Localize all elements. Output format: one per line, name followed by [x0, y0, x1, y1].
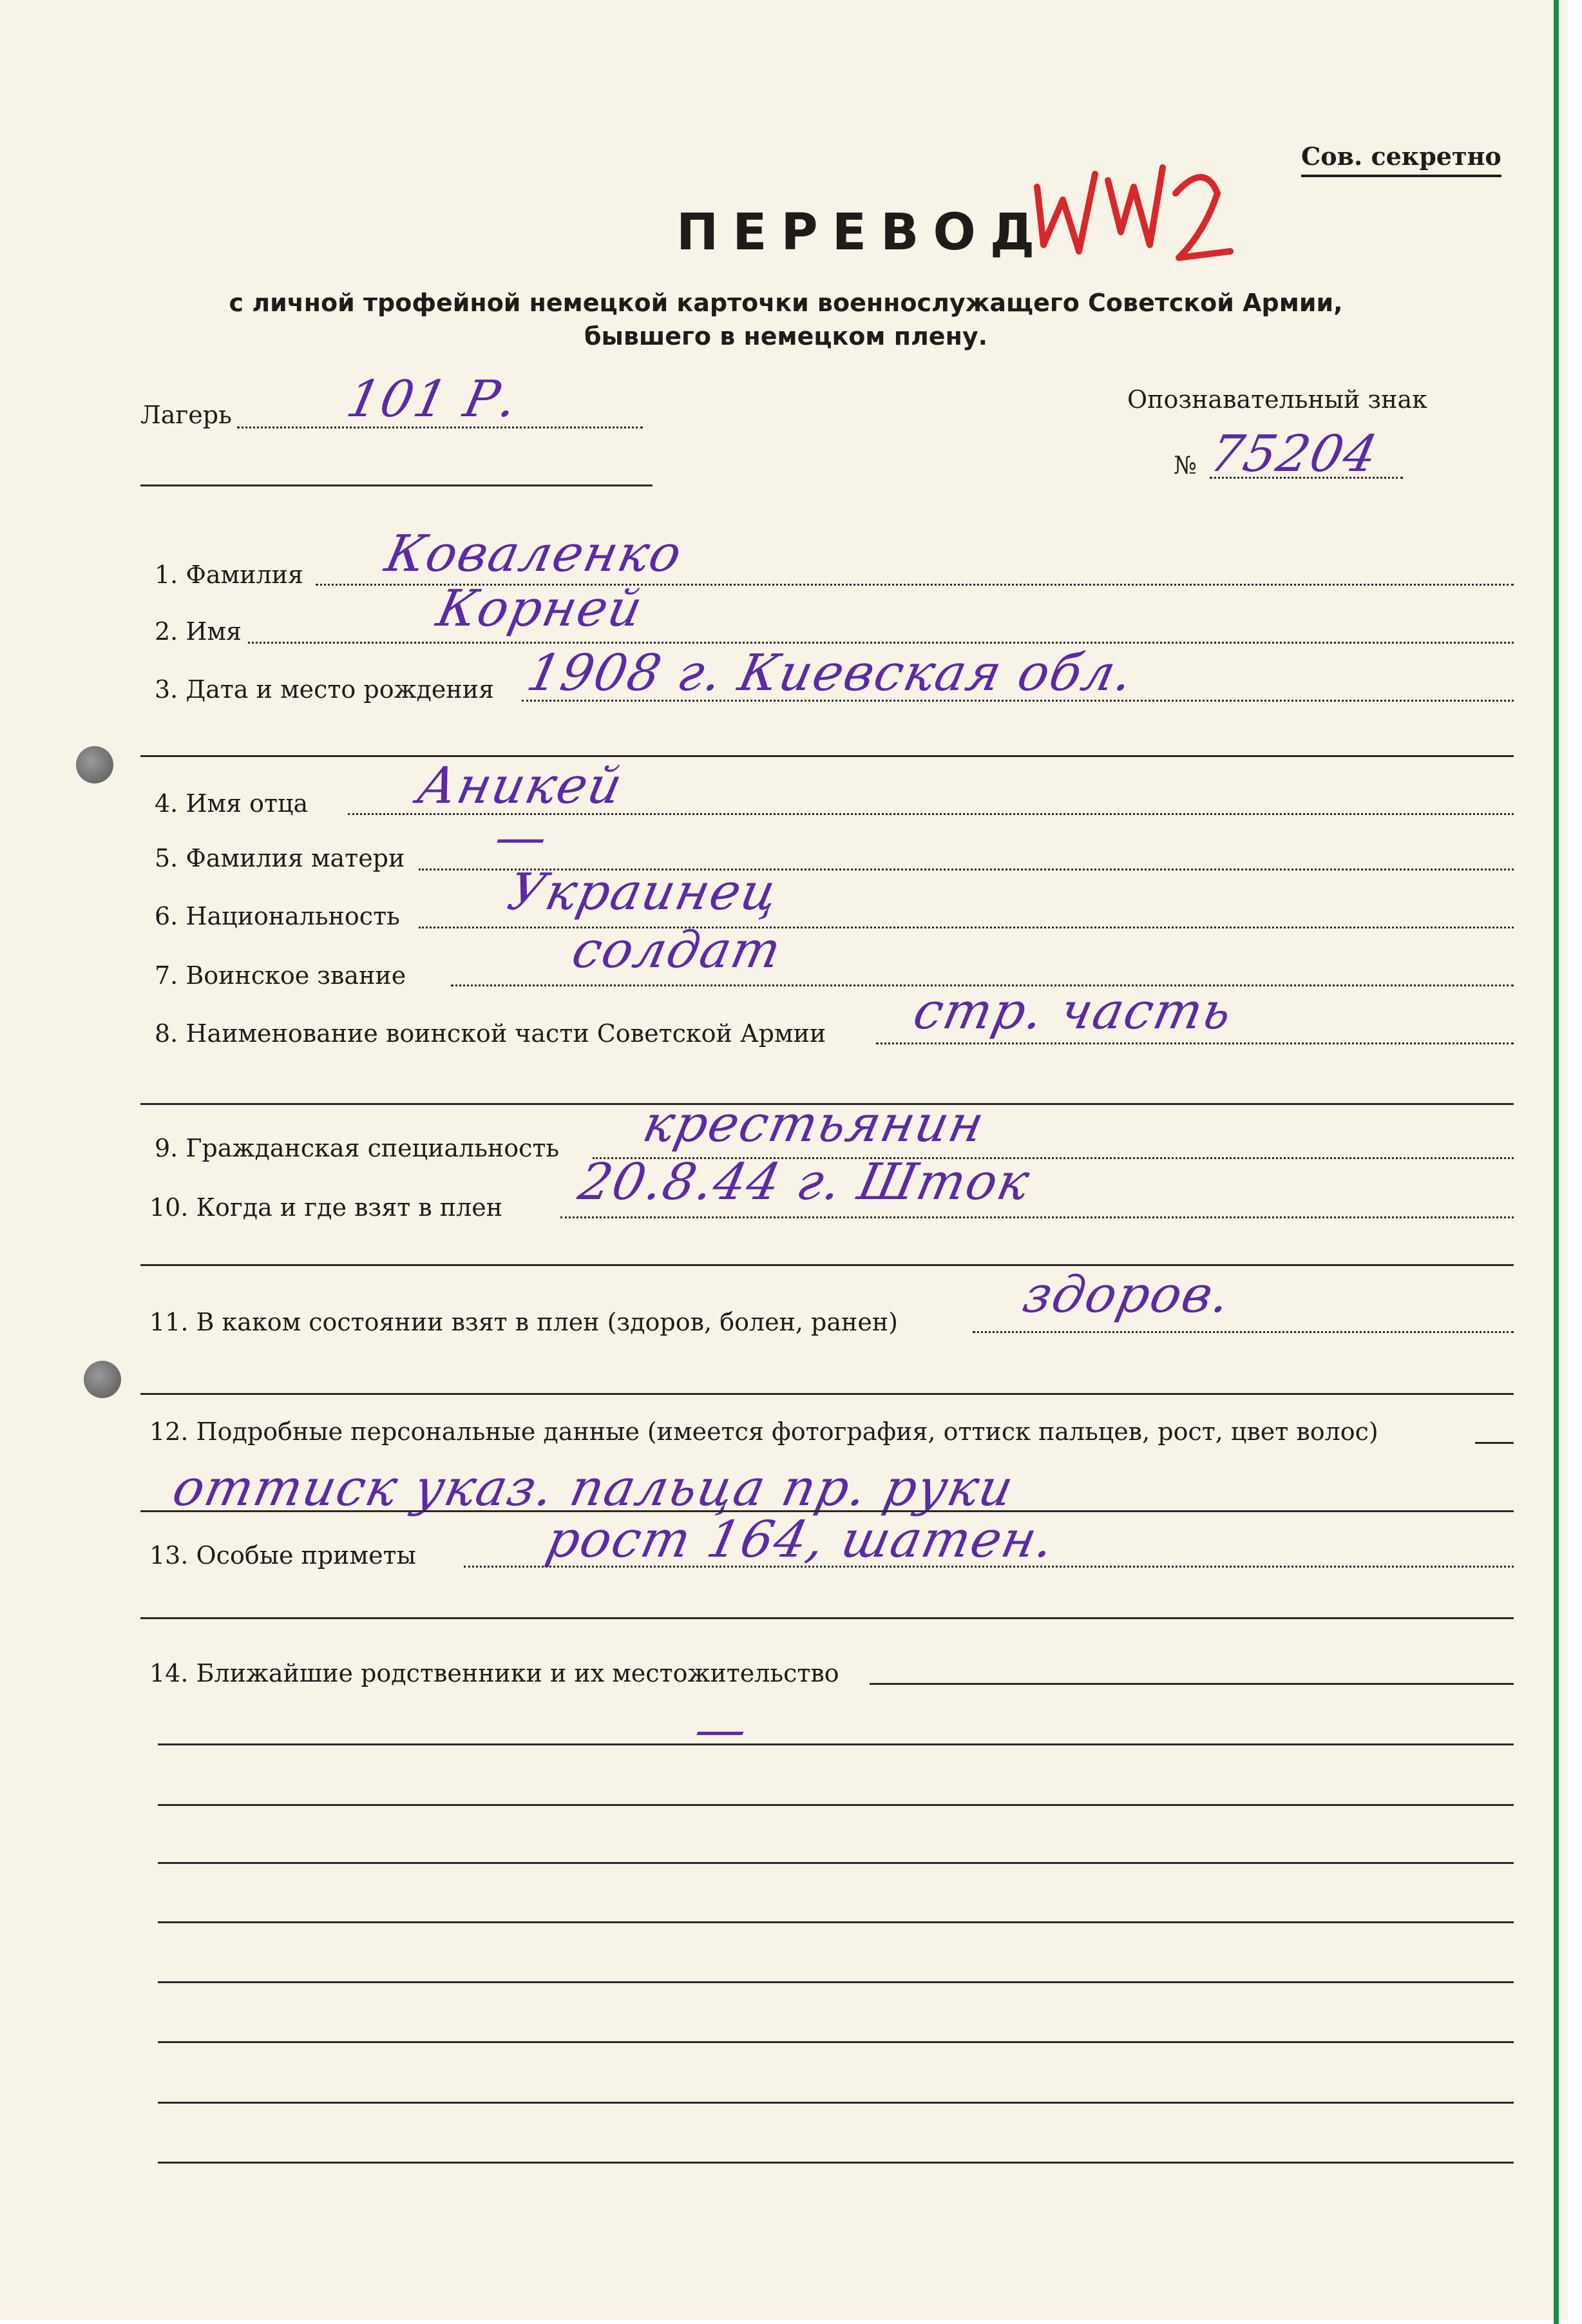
- field-5-label: [155, 844, 405, 872]
- field-label-part: 3.: [155, 675, 178, 704]
- field-label-part: Гражданская специальность: [186, 1134, 560, 1162]
- field-label-part: 1.: [155, 561, 178, 589]
- field-1-value: Коваленко: [380, 525, 688, 583]
- field-1-label: [155, 561, 303, 589]
- field-5-value: —: [490, 809, 554, 867]
- field-label-part: Подробные персональные данные (имеется фотография, оттиск пальцев, рост, цвет волос): [196, 1417, 1378, 1446]
- field-6-label: [155, 902, 400, 930]
- field-10-label: [149, 1193, 502, 1222]
- id-mark-label: Опознавательный знак: [1127, 385, 1427, 414]
- field-13-label: [149, 1541, 416, 1570]
- field-8-label: [155, 1019, 826, 1048]
- ruled-line: [158, 1981, 1514, 1983]
- field-label-part: 5.: [155, 844, 178, 872]
- field-label-part: Наименование воинской части Советской Армии: [186, 1019, 826, 1048]
- field-label-part: 8.: [155, 1019, 178, 1048]
- field-11-label: [149, 1308, 898, 1336]
- field-12-label: [149, 1417, 1378, 1446]
- field-2-label: [155, 617, 242, 646]
- camp-extra-line: [140, 485, 653, 486]
- field-3-extra-line: [140, 755, 1514, 757]
- red-pencil-mark: [1024, 148, 1256, 283]
- field-label-part: Фамилия матери: [186, 844, 405, 872]
- punch-hole: [84, 1361, 121, 1398]
- punch-hole: [76, 746, 113, 783]
- field-label-part: 12.: [149, 1417, 189, 1446]
- ruled-line: [158, 2102, 1514, 2104]
- field-12-line: [1475, 1442, 1514, 1444]
- field-14-value: —: [689, 1701, 754, 1759]
- field-10-line: [560, 1216, 1514, 1218]
- field-label-part: Дата и место рождения: [186, 675, 495, 704]
- field-label-part: 9.: [155, 1134, 178, 1162]
- id-number-prefix: №: [1174, 451, 1197, 479]
- ruled-line: [158, 1743, 1514, 1745]
- field-4-label: [155, 789, 308, 818]
- field-label-part: Воинское звание: [186, 961, 406, 990]
- ruled-line: [158, 1804, 1514, 1806]
- camp-label: Лагерь: [140, 401, 232, 429]
- field-label-part: Имя отца: [186, 789, 309, 818]
- camp-value: 101 Р.: [341, 370, 524, 428]
- field-6-value: Украинец: [502, 863, 785, 921]
- field-12-value: оттиск указ. пальца пр. руки: [167, 1459, 1020, 1517]
- field-label-part: 2.: [155, 617, 178, 646]
- subtitle-line-1: с личной трофейной немецкой карточки военнослужащего Советской Армии,: [229, 289, 1343, 317]
- id-number-value: 75204: [1205, 425, 1384, 483]
- field-label-part: 14.: [149, 1659, 189, 1687]
- field-label-part: 10.: [149, 1193, 189, 1222]
- field-label-part: 4.: [155, 789, 178, 818]
- field-label-part: 13.: [149, 1541, 189, 1570]
- field-2-value: Корней: [432, 580, 649, 638]
- classification-label: Сов. секретно: [1301, 142, 1501, 177]
- subtitle-line-2: бывшего в немецком плену.: [584, 322, 988, 351]
- field-11-line: [973, 1331, 1514, 1333]
- field-14-line: [870, 1683, 1514, 1685]
- field-label-part: 7.: [155, 961, 178, 990]
- field-label-part: 6.: [155, 902, 178, 930]
- field-14-label: [149, 1659, 839, 1687]
- field-10-value: 20.8.44 г. Шток: [573, 1153, 1036, 1211]
- field-7-label: [155, 961, 406, 990]
- field-label-part: Ближайшие родственники и их местожительство: [196, 1659, 839, 1687]
- field-13-extra-line: [140, 1617, 1514, 1619]
- field-8-line: [876, 1042, 1514, 1044]
- field-10-extra-line: [140, 1264, 1514, 1266]
- field-9-value: крестьянин: [638, 1095, 990, 1153]
- field-3-value: 1908 г. Киевская обл.: [522, 644, 1139, 702]
- ruled-line: [158, 1921, 1514, 1923]
- field-8-value: стр. часть: [908, 983, 1238, 1041]
- field-label-part: 11.: [149, 1308, 189, 1336]
- field-3-label: [155, 675, 494, 704]
- ruled-line: [158, 2162, 1514, 2164]
- field-label-part: Национальность: [186, 902, 400, 930]
- field-11-extra-line: [140, 1393, 1514, 1395]
- field-11-value: здоров.: [1018, 1266, 1237, 1324]
- document-title: ПЕРЕВОД: [676, 204, 1049, 262]
- field-label-part: Имя: [186, 617, 242, 646]
- field-label-part: Особые приметы: [196, 1541, 416, 1570]
- field-13-value: рост 164, шатен.: [541, 1511, 1061, 1569]
- field-label-part: Когда и где взят в плен: [196, 1193, 503, 1222]
- field-9-label: [155, 1134, 559, 1162]
- field-2-line: [248, 642, 1514, 644]
- field-label-part: Фамилия: [186, 561, 303, 589]
- field-4-value: Аникей: [412, 757, 629, 815]
- field-label-part: В каком состоянии взят в плен (здоров, болен, ранен): [196, 1308, 899, 1336]
- field-7-value: солдат: [567, 921, 787, 979]
- ruled-line: [158, 1862, 1514, 1864]
- ruled-line: [158, 2041, 1514, 2043]
